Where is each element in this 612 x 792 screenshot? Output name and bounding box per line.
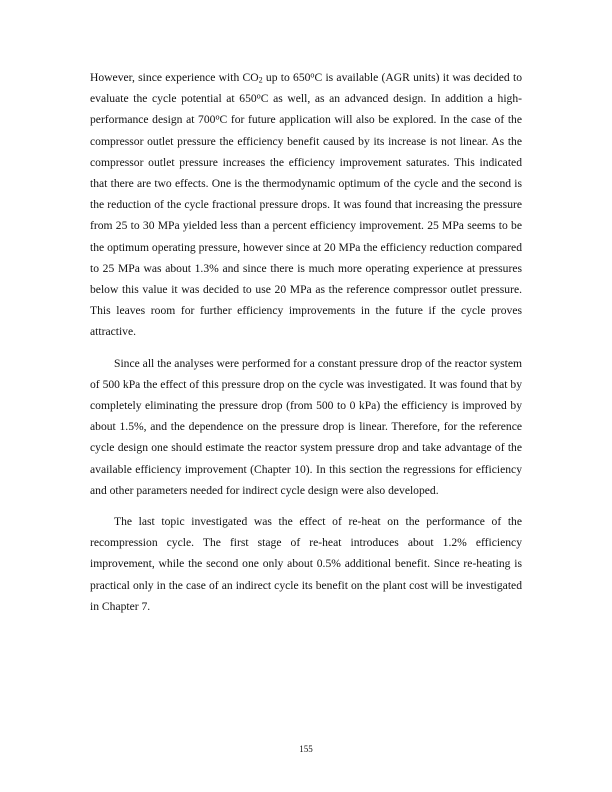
degree-superscript: o	[215, 112, 220, 122]
text-run: C is available (AGR units) it was decided to evaluate the cycle potential at 650	[90, 71, 522, 106]
degree-superscript: o	[256, 91, 261, 101]
text-run: However, since experience with CO	[90, 71, 259, 84]
paragraph-1	[90, 67, 522, 343]
paragraph-3: The last topic investigated was the effect of re-heat on the performance of the recompression cycle. The first stage of re-heat introduces about 1.2% efficiency improvement, while the second one only about 0.5% additional benefit. Since re-heating is practical only in the case of an indirect cycle its benefit on the plant cost will be investigated in Chapter 7.	[90, 515, 522, 613]
subscript: 2	[258, 75, 263, 85]
text-run: C as well, as an advanced design. In addition a high-performance design at 700	[90, 92, 522, 127]
paragraph-2: Since all the analyses were performed for a constant pressure drop of the reactor system of 500 kPa the effect of this pressure drop on the cycle was investigated. It was found that by completely eliminating the pressure drop (from 500 to 0 kPa) the efficiency is improved by about 1.5%, and the dependence on the pressure drop is linear. Therefore, for the reference cycle design one should estimate the reactor system pressure drop and take advantage of the available efficiency improvement (Chapter 10). In this section the regressions for efficiency and other parameters needed for indirect cycle design were also developed.	[90, 356, 522, 497]
page-number: 155	[299, 744, 313, 754]
text-run: up to 650	[262, 71, 311, 84]
degree-superscript: o	[310, 70, 315, 80]
text-run: C for future application will also be explored. In the case of the compressor outlet pressure the efficiency benefit caused by its increase is not linear. As the compressor outlet pressure increases the efficiency improvement saturates. This indicated that there are two effects. One is the thermodynamic optimum of the cycle and the second is the reduction of the cycle fractional pressure drops. It was found that increasing the pressure from 25 to 30 MPa yielded less than a percent efficiency improvement. 25 MPa seems to be the optimum operating pressure, however since at 20 MPa the efficiency reduction compared to 25 MPa was about 1.3% and since there is much more operating experience at pressures below this value it was decided to use 20 MPa as the reference compressor outlet pressure. This leaves room for further efficiency improvements in the future if the cycle proves attractive.	[90, 113, 522, 339]
document-body	[90, 67, 522, 627]
